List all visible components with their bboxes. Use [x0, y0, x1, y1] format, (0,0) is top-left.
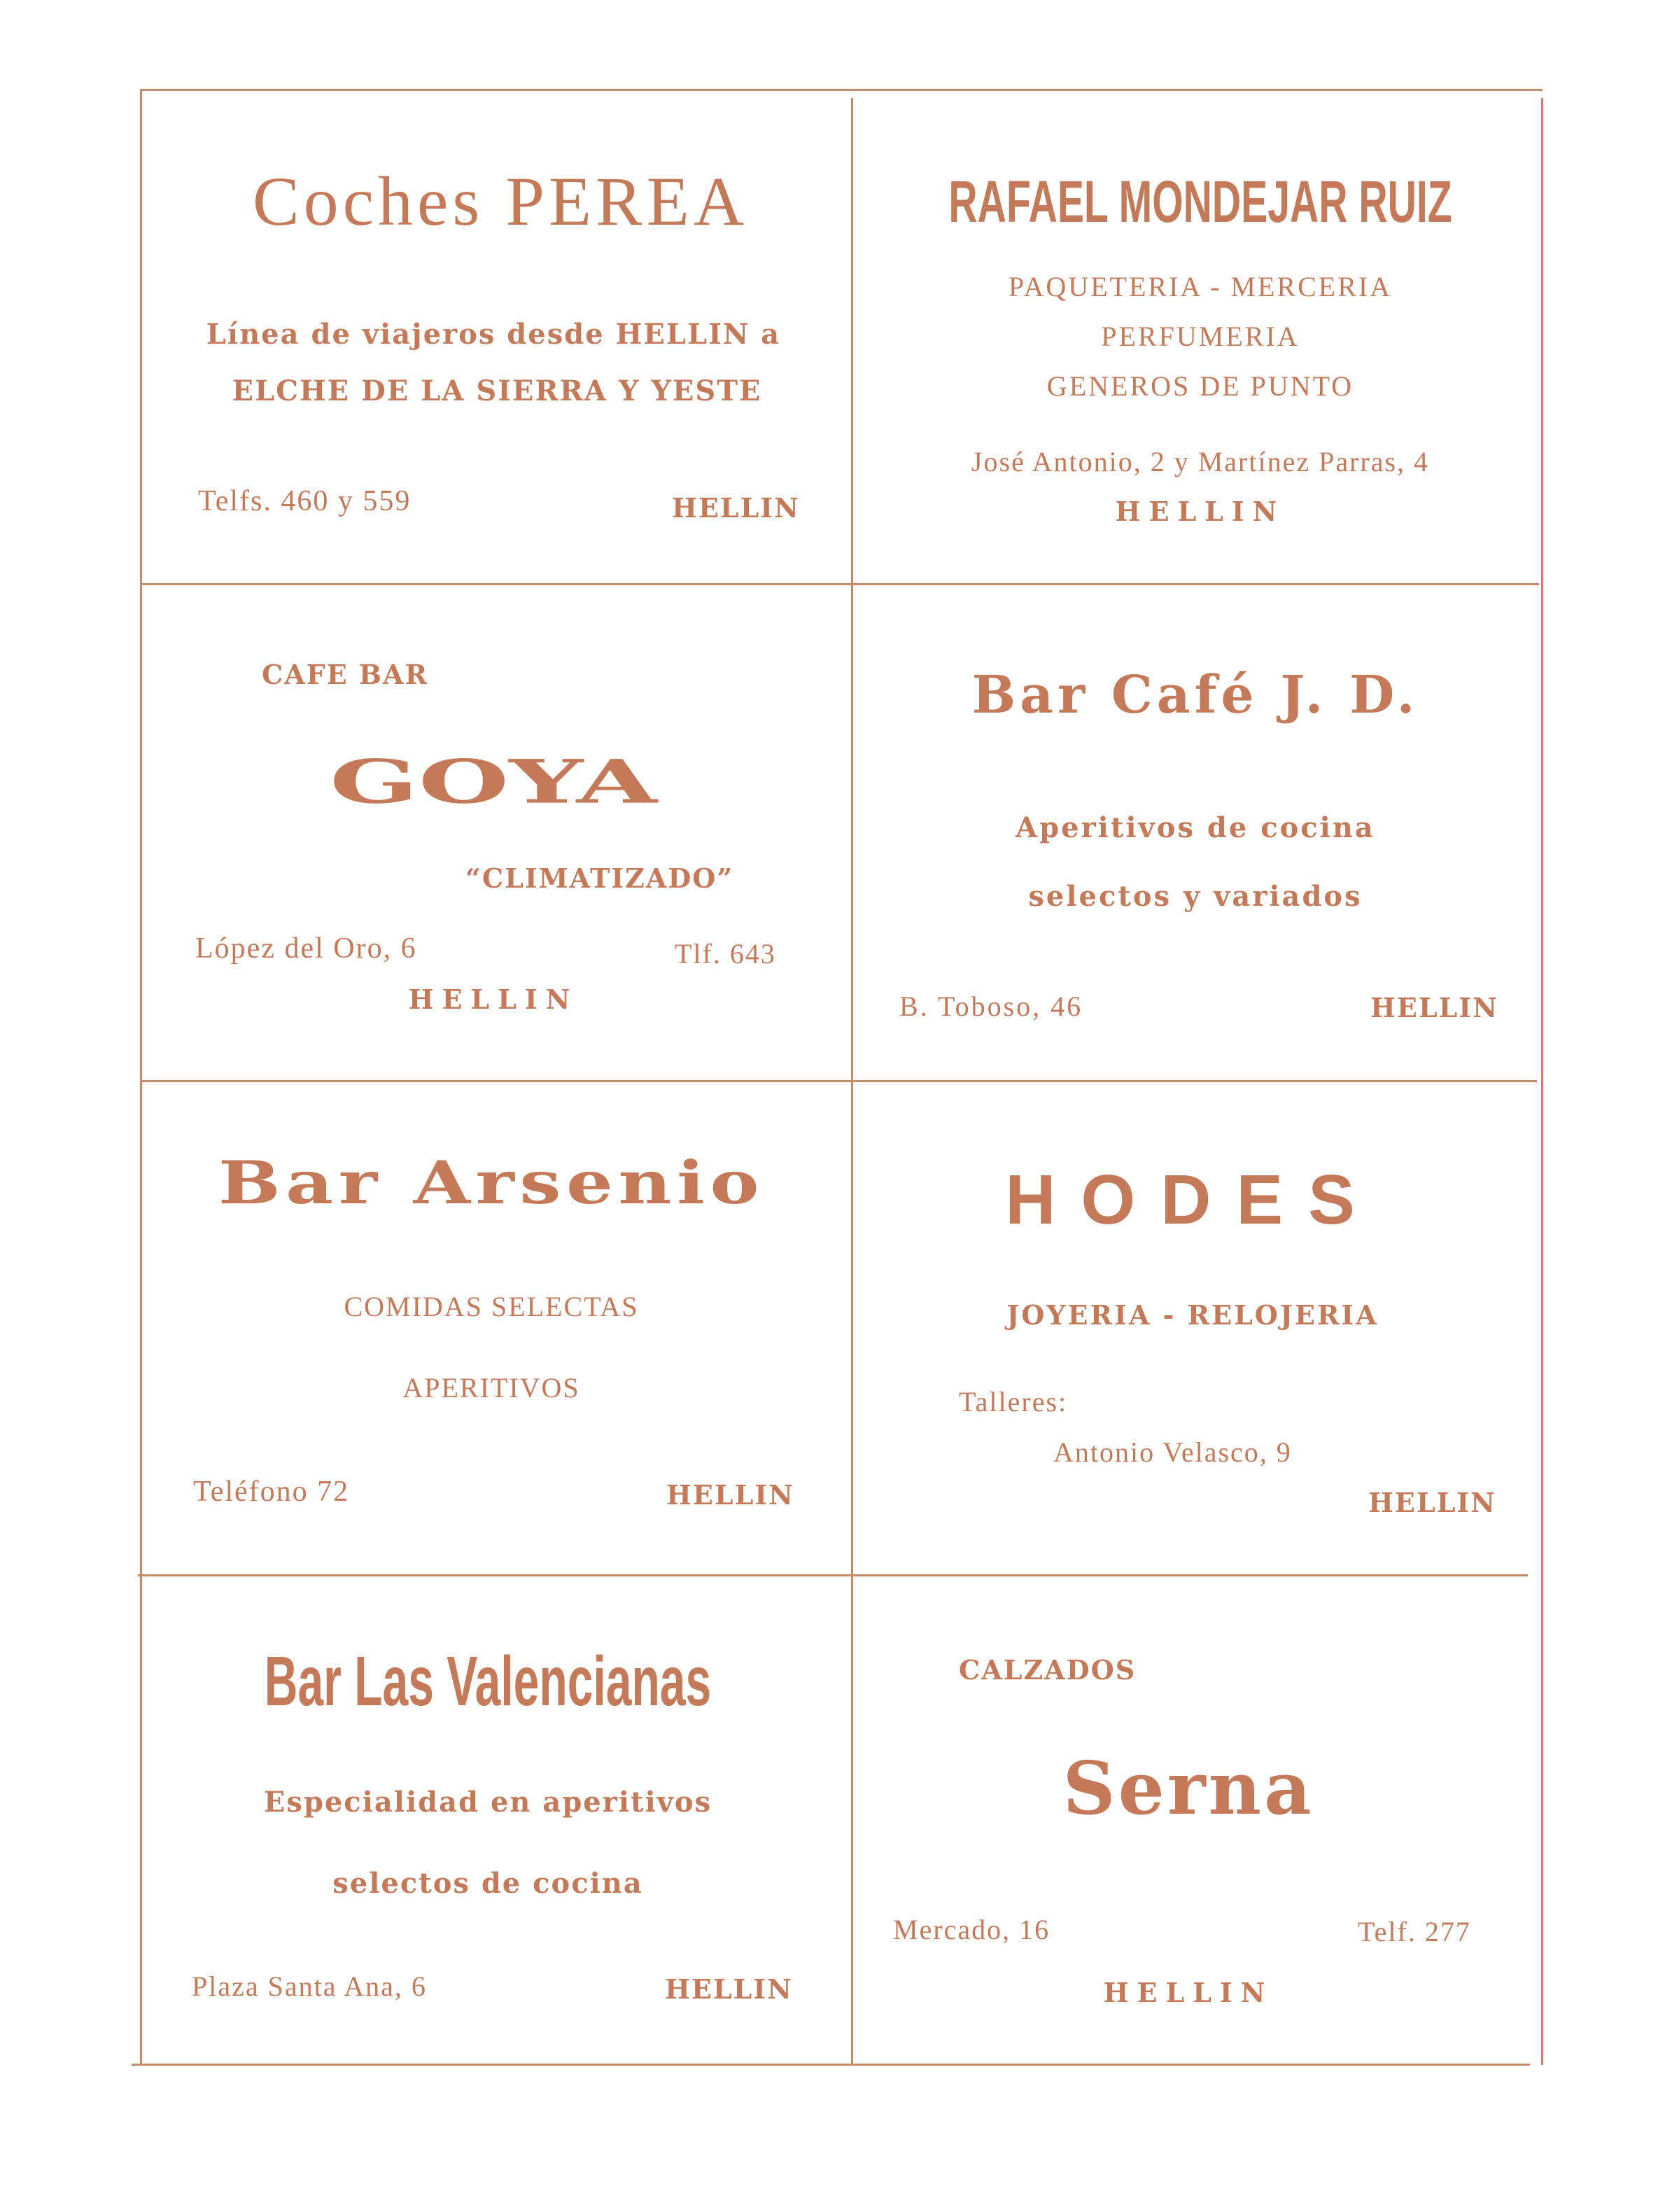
- tagline-text: “CLIMATIZADO”: [465, 862, 734, 894]
- address-text: Antonio Velasco, 9: [1053, 1436, 1292, 1468]
- tagline-line-2: selectos y variados: [1028, 880, 1363, 913]
- title-text: RAFAEL MONDEJAR RUIZ: [948, 169, 1452, 234]
- ad-title: [330, 743, 657, 820]
- tagline-line-1: COMIDAS SELECTAS: [344, 1291, 639, 1322]
- tagline-text: JOYERIA - RELOJERIA: [1006, 1299, 1379, 1331]
- row-rule-2: [140, 1080, 1537, 1082]
- phone-text: Telf. 277: [1358, 1916, 1471, 1947]
- top-rule: [140, 89, 1543, 91]
- town-text: HELLIN: [672, 492, 800, 524]
- ad-title: Serna: [1062, 1745, 1314, 1831]
- title-caps: PEREA: [505, 162, 749, 240]
- town-text: HELLIN: [1368, 1487, 1496, 1518]
- kicker-text: CALZADOS: [959, 1654, 1137, 1686]
- tagline-line-2: selectos de cocina: [332, 1867, 643, 1900]
- town-text: HELLIN: [1103, 1977, 1274, 2008]
- phone-text: Tlf. 643: [675, 938, 776, 969]
- ad-title: Bar Café J. D.: [971, 665, 1419, 725]
- address-text: Mercado, 16: [893, 1914, 1051, 1945]
- row-rule-3: [138, 1574, 1528, 1576]
- address-text: Plaza Santa Ana, 6: [192, 1970, 427, 2002]
- product-line-1: PAQUETERIA - MERCERIA: [1008, 271, 1393, 302]
- title-text: GOYA: [330, 746, 657, 817]
- ad-title: HODES: [1005, 1161, 1380, 1239]
- right-rule: [1541, 98, 1543, 2065]
- address-text: José Antonio, 2 y Martínez Parras, 4: [971, 446, 1430, 477]
- ad-title: [830, 169, 1571, 234]
- ad-title: [252, 162, 749, 240]
- tagline-line-1: Especialidad en aperitivos: [263, 1786, 712, 1819]
- title-text: Bar Las Valencianas: [264, 1642, 712, 1721]
- town-text: HELLIN: [408, 983, 579, 1015]
- ad-title: [218, 1148, 765, 1217]
- row-rule-1: [142, 583, 1539, 585]
- phone-text: Teléfono 72: [193, 1476, 350, 1508]
- address-text: López del Oro, 6: [195, 932, 417, 965]
- bottom-rule: [132, 2064, 1530, 2066]
- tagline-line-2: APERITIVOS: [402, 1372, 580, 1404]
- route-line-1: Línea de viajeros desde HELLIN a: [206, 318, 781, 351]
- product-line-3: GENEROS DE PUNTO: [1046, 370, 1354, 402]
- kicker-text: CAFE BAR: [262, 659, 429, 690]
- town-text: HELLIN: [1370, 992, 1498, 1023]
- route-line-2: ELCHE DE LA SIERRA Y YESTE: [232, 374, 762, 407]
- product-line-2: PERFUMERIA: [1101, 321, 1300, 352]
- town-text: HELLIN: [666, 1479, 794, 1511]
- title-plain: Coches: [252, 162, 506, 240]
- tagline-line-1: Aperitivos de cocina: [1016, 811, 1375, 844]
- address-text: B. Toboso, 46: [899, 990, 1083, 1022]
- town-text: HELLIN: [665, 1973, 793, 2005]
- town-text: HELLIN: [1115, 496, 1286, 527]
- phone-text: Telfs. 460 y 559: [198, 485, 412, 517]
- left-rule: [140, 89, 142, 2066]
- workshop-label: Talleres:: [959, 1386, 1068, 1418]
- ad-title: [149, 1642, 826, 1721]
- title-text: Bar Arsenio: [218, 1148, 765, 1217]
